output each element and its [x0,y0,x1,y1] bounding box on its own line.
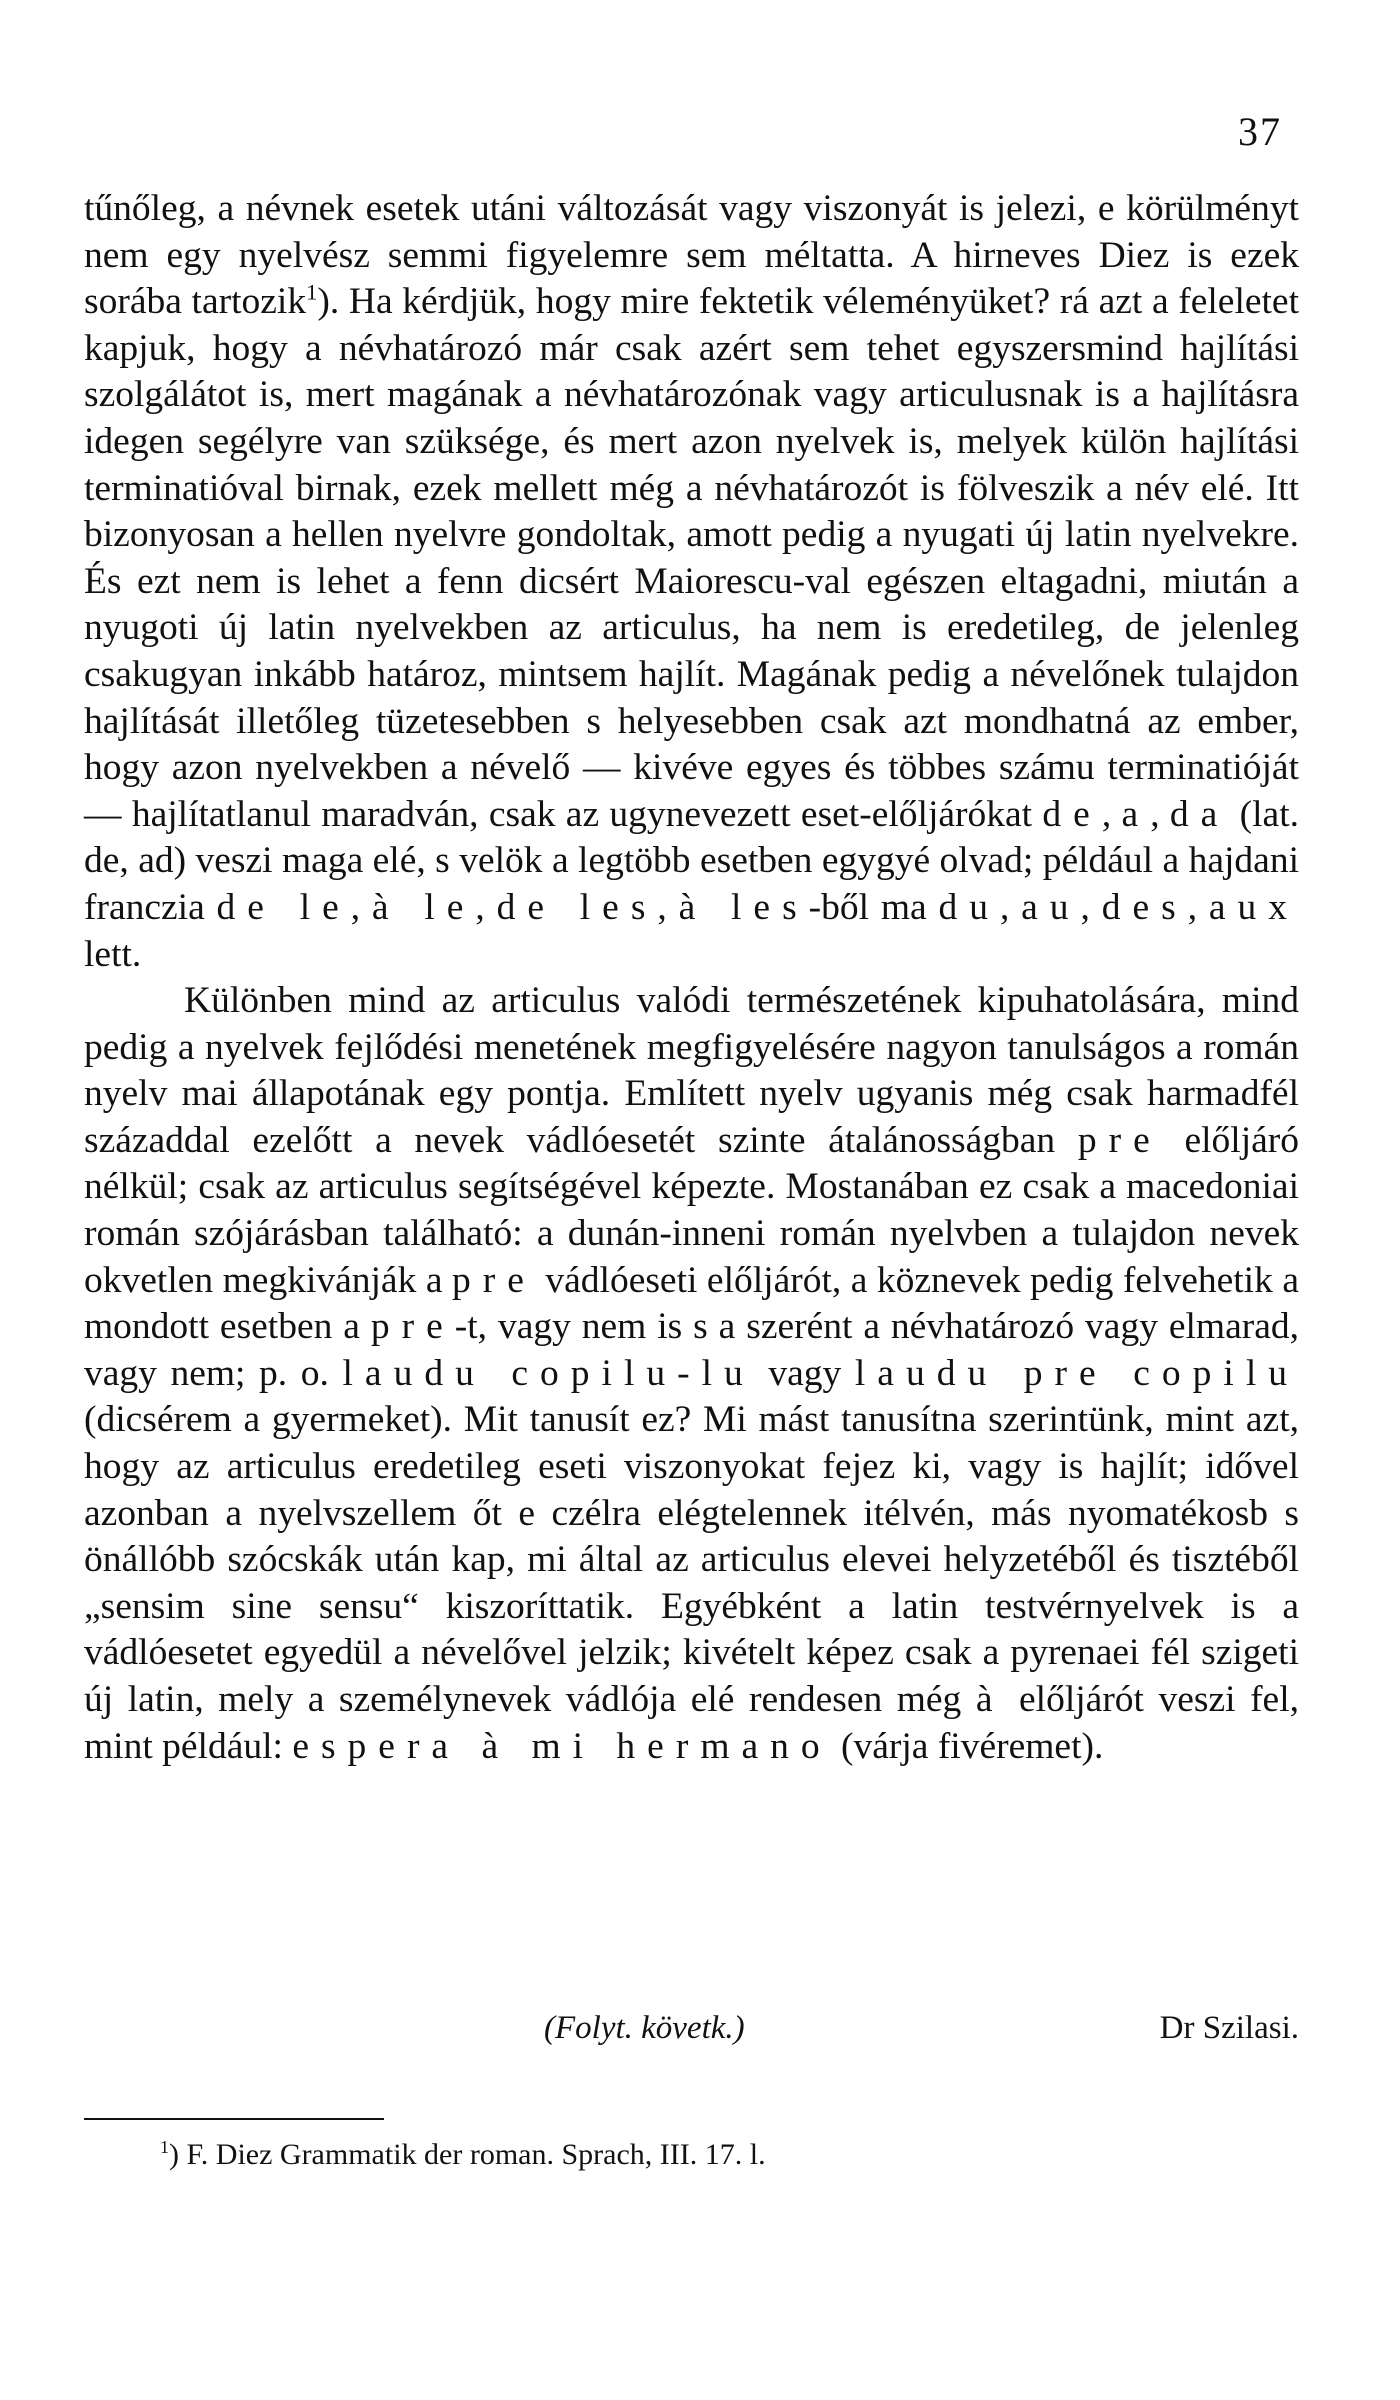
text-run: , [999,886,1022,928]
spaced-term: da [1169,793,1230,835]
text-run: (várja fivéremet). [831,1725,1104,1767]
spaced-term: à les [678,886,809,928]
text-run: , [1150,793,1170,835]
spaced-term: des [1101,886,1188,928]
spaced-term: laudu pre copilu [854,1352,1299,1394]
text-run: -ből ma [808,886,939,928]
spaced-term: pre [370,1306,455,1348]
spaced-term: pre [1077,1119,1162,1161]
footnote-text: ) F. Diez Grammatik der roman. Sprach, III. 17. l. [169,2138,766,2171]
text-run: tűnőleg, a névnek esetek utáni változását vagy viszonyát is jelezi, e körülményt nem egy nyelvész semmi figyelemre sem méltatta. A hirneves Diez is ezek sorába tartozik [84,188,1299,323]
text-run: lett. [84,933,142,975]
text-run: (lat. de, ad) veszi maga elé, s velök a legtöbb esetben egygyé olvad; például a hajdani franczia [84,793,1299,928]
paragraph [84,186,1299,978]
text-run: (dicsérem a gyermeket). Mit tanusít ez? Mi mást tanusítna szerintünk, mint azt, hogy az articulus eredetileg eseti viszonyokat fejez ki, vagy is hajlít; idővel azonban a nyelvszellem őt e czélra elégtelennek itélvén, más nyomatékosb s önállóbb szócskák után kap, mi által az articulus elevei helyzetéből és tisztéből „sensim sine sensu“ kiszoríttatik. Egyébként a latin testvérnyelvek is a vádlóesetet egyedül a névelővel jelzik; kivételt képez csak a pyrenaei fél szigeti új latin, mely a személynevek vádlója elé rendesen még [84,1399,1299,1720]
text-run: vagy [754,1352,855,1394]
text-run: -t, vagy nem is s a szerént a névhatározó vagy elmarad, vagy nem; p. o. [84,1306,1299,1394]
body-text [84,186,1299,1770]
text-run: , [1187,886,1209,928]
text-run: vádlóeseti előljárót, a köznevek pedig felvehetik a mondott esetben a [84,1259,1299,1348]
text-run: Különben mind az articulus valódi természetének kipuhatolására, mind pedig a nyelvek fejlődési menetének megfigyelésére nagyon tanulságos a román nyelv mai állapotának egy pontja. Említett nyelv ugyanis még csak harmadfél századdal ezelőtt a nevek vádlóesetét szinte átalánosságban [84,980,1299,1161]
page-number: 37 [1238,109,1282,154]
footnote-marker: 1 [160,2137,169,2157]
text-run: , [475,886,497,928]
spaced-term: laudu copilu-lu [342,1352,755,1394]
spaced-term: aux [1208,886,1299,928]
text-run: , [1101,793,1122,835]
text-run: , [1080,886,1102,928]
text-run: ). Ha kérdjük, hogy mire fektetik véleményüket? rá azt a feleletet kapjuk, hogy a névhatározó már csak azért sem tehet egyszersmind hajlítási szolgálátot is, mert magának a névhatározónak vagy articulusnak is a hajlításra idegen segélyre van szüksége, és mert azon nyelvek is, melyek külön hajlítási terminatióval birnak, ezek mellett még a névhatározót is fölveszik a név elé. Itt bizonyosan a hellen nyelvre gondoltak, amott pedig a nyugati új latin nyelvekre. És ezt nem is lehet a fenn dicsért Maiorescu-val egészen eltagadni, miután a nyugoti új latin nyelvekben az articulus, ha nem is eredetileg, de jelenleg csakugyan inkább határoz, mintsem hajlít. Magának pedig a névelőnek tulajdon hajlítását illetőleg tüzetesebben s helyesebben csak azt mondhatná az ember, hogy azon nyelvekben a névelő — kivéve egyes és többes számu terminatióját — hajlítatlanul maradván, csak az ugynevezett eset-előljárókat [84,281,1299,835]
footnote-reference: 1 [306,279,318,305]
spaced-term: de les [496,886,658,928]
spaced-term: a [1121,793,1151,835]
text-run: , [350,886,372,928]
text-run: , [657,886,679,928]
spaced-term: du [938,886,1000,928]
spaced-term: pre [451,1259,536,1301]
footnote-rule [84,2118,384,2120]
spaced-term: au [1021,886,1081,928]
spaced-term: à le [371,886,476,928]
spaced-term: à [975,1679,1005,1720]
spaced-term: espera à mi hermano [292,1725,832,1767]
text-run: előljárót veszi fel, mint például: [84,1679,1299,1767]
continued-note: (Folyt. követk.) [544,2010,745,2046]
spaced-term: de le [216,886,351,928]
paragraph [84,978,1299,1770]
author-signature: Dr Szilasi. [1159,2010,1299,2046]
signature-row [84,2010,1299,2060]
spaced-term: de [1042,793,1102,835]
footnote [160,2138,766,2172]
text-run: előljáró nélkül; csak az articulus segítségével képezte. Mostanában ez csak a macedoniai román szójárásban található: a dunán-inneni román nyelvben a tulajdon nevek okvetlen megkivánják a [84,1119,1299,1301]
